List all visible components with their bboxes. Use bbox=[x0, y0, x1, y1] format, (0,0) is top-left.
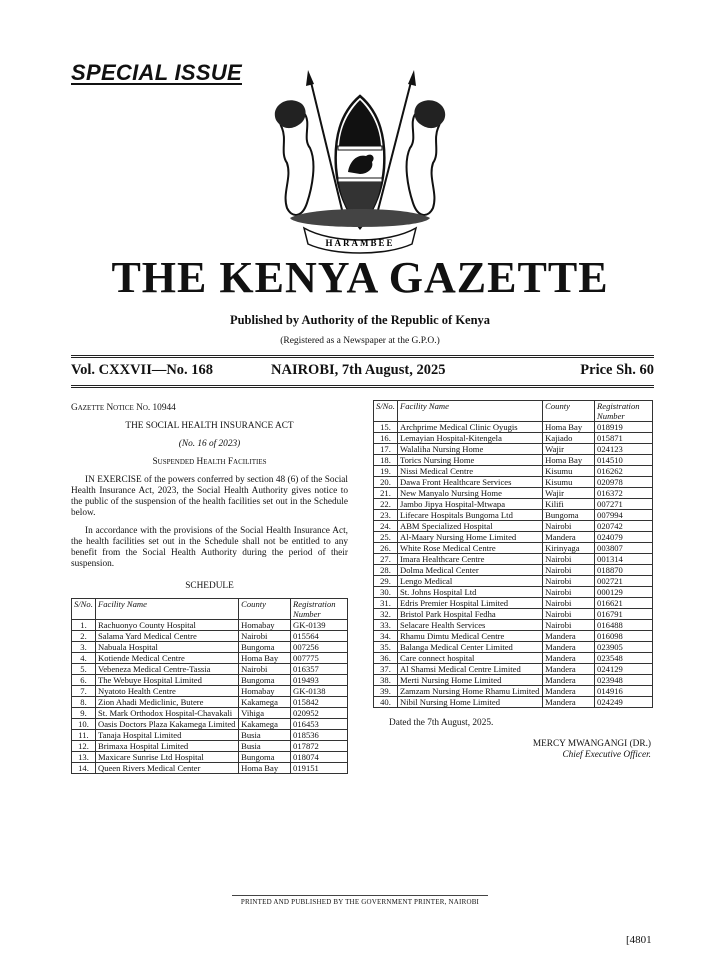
cell-county: Mandera bbox=[543, 642, 595, 653]
cell-registration-number: 024079 bbox=[595, 532, 653, 543]
cell-sno: 18. bbox=[374, 455, 398, 466]
col-header-facility: Facility Name bbox=[95, 599, 238, 620]
cell-registration-number: 007256 bbox=[291, 642, 348, 653]
notice-subject: Suspended Health Facilities bbox=[152, 457, 267, 467]
cell-facility-name: Al Shamsi Medical Centre Limited bbox=[397, 664, 542, 675]
cell-facility-name: Zamzam Nursing Home Rhamu Limited bbox=[397, 686, 542, 697]
printer-footer: PRINTED AND PUBLISHED BY THE GOVERNMENT PRINTER, NAIROBI bbox=[240, 898, 480, 906]
left-column bbox=[71, 403, 348, 774]
cell-county: Nairobi bbox=[543, 598, 595, 609]
cell-sno: 38. bbox=[374, 675, 398, 686]
cell-facility-name: Merti Nursing Home Limited bbox=[397, 675, 542, 686]
cell-sno: 12. bbox=[72, 741, 96, 752]
cell-facility-name: Zion Ahadi Mediclinic, Butere bbox=[95, 697, 238, 708]
cell-registration-number: 007271 bbox=[595, 499, 653, 510]
cell-sno: 15. bbox=[374, 422, 398, 433]
table-row bbox=[72, 631, 348, 642]
cell-county: Mandera bbox=[543, 664, 595, 675]
table-row bbox=[374, 653, 653, 664]
cell-sno: 30. bbox=[374, 587, 398, 598]
table-row bbox=[374, 422, 653, 433]
published-by-line: Published by Authority of the Republic of Kenya bbox=[229, 313, 491, 327]
cell-facility-name: Al-Maary Nursing Home Limited bbox=[397, 532, 542, 543]
volume-bar bbox=[71, 360, 654, 382]
cell-county: Nairobi bbox=[543, 554, 595, 565]
cell-sno: 3. bbox=[72, 642, 96, 653]
table-row bbox=[374, 565, 653, 576]
cell-facility-name: Bristol Park Hospital Fedha bbox=[397, 609, 542, 620]
col-header-sno: S/No. bbox=[72, 599, 96, 620]
table-row bbox=[374, 642, 653, 653]
cell-registration-number: 015564 bbox=[291, 631, 348, 642]
cell-county: Bungoma bbox=[239, 675, 291, 686]
cell-sno: 6. bbox=[72, 675, 96, 686]
cell-sno: 11. bbox=[72, 730, 96, 741]
cell-registration-number: 016098 bbox=[595, 631, 653, 642]
cell-registration-number: GK-0138 bbox=[291, 686, 348, 697]
table-row bbox=[374, 598, 653, 609]
cell-county: Mandera bbox=[543, 675, 595, 686]
cell-facility-name: Balanga Medical Center Limited bbox=[397, 642, 542, 653]
cell-registration-number: 023948 bbox=[595, 675, 653, 686]
cell-registration-number: 016453 bbox=[291, 719, 348, 730]
bottom-rule-2 bbox=[71, 387, 654, 388]
table-row bbox=[72, 719, 348, 730]
cell-sno: 35. bbox=[374, 642, 398, 653]
cell-facility-name: Nissi Medical Centre bbox=[397, 466, 542, 477]
signatory-title: Chief Executive Officer. bbox=[562, 750, 651, 760]
table-row bbox=[374, 686, 653, 697]
cell-sno: 39. bbox=[374, 686, 398, 697]
table-row bbox=[374, 433, 653, 444]
cell-county: Nairobi bbox=[543, 521, 595, 532]
cell-registration-number: 024123 bbox=[595, 444, 653, 455]
cell-registration-number: 016372 bbox=[595, 488, 653, 499]
cell-county: Kisumu bbox=[543, 477, 595, 488]
cell-sno: 4. bbox=[72, 653, 96, 664]
cell-county: Wajir bbox=[543, 444, 595, 455]
cell-registration-number: 018870 bbox=[595, 565, 653, 576]
cell-sno: 29. bbox=[374, 576, 398, 587]
cell-county: Homa Bay bbox=[239, 653, 291, 664]
table-row bbox=[374, 609, 653, 620]
top-rule bbox=[71, 355, 654, 356]
table-row bbox=[374, 543, 653, 554]
cell-facility-name: Lengo Medical bbox=[397, 576, 542, 587]
act-title: THE SOCIAL HEALTH INSURANCE ACT bbox=[125, 421, 294, 431]
col-header-facility: Facility Name bbox=[397, 401, 542, 422]
table-row bbox=[72, 752, 348, 763]
cell-sno: 9. bbox=[72, 708, 96, 719]
table-row bbox=[374, 664, 653, 675]
schedule-table-right bbox=[373, 400, 653, 708]
cell-facility-name: Dolma Medical Center bbox=[397, 565, 542, 576]
cell-facility-name: Imara Healthcare Centre bbox=[397, 554, 542, 565]
cell-county: Nairobi bbox=[239, 664, 291, 675]
cell-registration-number: 023548 bbox=[595, 653, 653, 664]
cell-facility-name: Vebeneza Medical Centre-Tassia bbox=[95, 664, 238, 675]
cell-registration-number: 016621 bbox=[595, 598, 653, 609]
schedule-heading: SCHEDULE bbox=[185, 581, 234, 591]
cell-sno: 37. bbox=[374, 664, 398, 675]
page-number: [4801 bbox=[626, 934, 652, 946]
cell-county: Kilifi bbox=[543, 499, 595, 510]
table-row bbox=[374, 554, 653, 565]
cell-facility-name: Nabuala Hospital bbox=[95, 642, 238, 653]
motto-text: HARAMBEE bbox=[325, 238, 395, 248]
cell-sno: 36. bbox=[374, 653, 398, 664]
table-row bbox=[374, 576, 653, 587]
table-row bbox=[374, 499, 653, 510]
cell-facility-name: Rhamu Dimtu Medical Centre bbox=[397, 631, 542, 642]
cell-facility-name: Nyatoto Health Centre bbox=[95, 686, 238, 697]
cell-sno: 13. bbox=[72, 752, 96, 763]
table-row bbox=[374, 466, 653, 477]
cell-facility-name: Edris Premier Hospital Limited bbox=[397, 598, 542, 609]
cell-county: Homa Bay bbox=[543, 455, 595, 466]
table-row bbox=[374, 631, 653, 642]
cell-registration-number: 018536 bbox=[291, 730, 348, 741]
cell-sno: 8. bbox=[72, 697, 96, 708]
cell-sno: 32. bbox=[374, 609, 398, 620]
cell-sno: 7. bbox=[72, 686, 96, 697]
cell-county: Bungoma bbox=[543, 510, 595, 521]
table-row bbox=[374, 697, 653, 708]
col-header-county: County bbox=[543, 401, 595, 422]
table-row bbox=[374, 510, 653, 521]
cell-county: Kirinyaga bbox=[543, 543, 595, 554]
cell-sno: 28. bbox=[374, 565, 398, 576]
table-row bbox=[72, 741, 348, 752]
cell-facility-name: Selacare Health Services bbox=[397, 620, 542, 631]
cell-facility-name: Nibil Nursing Home Limited bbox=[397, 697, 542, 708]
cell-registration-number: 020952 bbox=[291, 708, 348, 719]
cell-sno: 31. bbox=[374, 598, 398, 609]
table-row bbox=[72, 642, 348, 653]
cell-sno: 16. bbox=[374, 433, 398, 444]
cell-registration-number: 007775 bbox=[291, 653, 348, 664]
cell-sno: 17. bbox=[374, 444, 398, 455]
cell-facility-name: Care connect hospital bbox=[397, 653, 542, 664]
cell-sno: 19. bbox=[374, 466, 398, 477]
table-row bbox=[72, 686, 348, 697]
cell-registration-number: 016488 bbox=[595, 620, 653, 631]
price: Price Sh. 60 bbox=[580, 362, 654, 378]
cell-sno: 25. bbox=[374, 532, 398, 543]
bottom-rule bbox=[71, 385, 654, 386]
cell-county: Nairobi bbox=[239, 631, 291, 642]
cell-registration-number: 001314 bbox=[595, 554, 653, 565]
table-row bbox=[72, 697, 348, 708]
cell-facility-name: Brimaxa Hospital Limited bbox=[95, 741, 238, 752]
kenya-coat-of-arms-emblem bbox=[262, 68, 458, 256]
cell-county: Homabay bbox=[239, 686, 291, 697]
cell-registration-number: 003807 bbox=[595, 543, 653, 554]
cell-sno: 40. bbox=[374, 697, 398, 708]
table-header-row bbox=[72, 599, 348, 620]
table-row bbox=[374, 521, 653, 532]
cell-county: Mandera bbox=[543, 686, 595, 697]
cell-county: Nairobi bbox=[543, 620, 595, 631]
footer-rule bbox=[232, 895, 488, 896]
cell-facility-name: Torics Nursing Home bbox=[397, 455, 542, 466]
cell-sno: 5. bbox=[72, 664, 96, 675]
table-row bbox=[374, 455, 653, 466]
cell-facility-name: Maxicare Sunrise Ltd Hospital bbox=[95, 752, 238, 763]
place-date: NAIROBI, 7th August, 2025 bbox=[271, 362, 446, 378]
cell-county: Kajiado bbox=[543, 433, 595, 444]
cell-facility-name: Lemayian Hospital-Kitengela bbox=[397, 433, 542, 444]
cell-registration-number: 019493 bbox=[291, 675, 348, 686]
table-row bbox=[374, 587, 653, 598]
cell-facility-name: Walaliha Nursing Home bbox=[397, 444, 542, 455]
cell-registration-number: 023905 bbox=[595, 642, 653, 653]
cell-county: Mandera bbox=[543, 532, 595, 543]
cell-sno: 26. bbox=[374, 543, 398, 554]
cell-facility-name: Queen Rivers Medical Center bbox=[95, 763, 238, 774]
cell-county: Homa Bay bbox=[239, 763, 291, 774]
cell-facility-name: Lifecare Hospitals Bungoma Ltd bbox=[397, 510, 542, 521]
cell-facility-name: Archprime Medical Clinic Oyugis bbox=[397, 422, 542, 433]
col-header-registration: Registration Number bbox=[595, 401, 653, 422]
cell-facility-name: The Webuye Hospital Limited bbox=[95, 675, 238, 686]
cell-sno: 2. bbox=[72, 631, 96, 642]
cell-sno: 27. bbox=[374, 554, 398, 565]
cell-registration-number: 014510 bbox=[595, 455, 653, 466]
cell-registration-number: 015871 bbox=[595, 433, 653, 444]
cell-facility-name: Jambo Jipya Hospital-Mtwapa bbox=[397, 499, 542, 510]
cell-county: Nairobi bbox=[543, 565, 595, 576]
cell-registration-number: 019151 bbox=[291, 763, 348, 774]
signatory-name: MERCY MWANGANGI (DR.) bbox=[532, 739, 651, 749]
cell-registration-number: 017872 bbox=[291, 741, 348, 752]
right-column bbox=[373, 400, 653, 761]
cell-facility-name: Rachuonyo County Hospital bbox=[95, 620, 238, 631]
col-header-sno: S/No. bbox=[374, 401, 398, 422]
volume-number: Vol. CXXVII—No. 168 bbox=[71, 362, 214, 378]
cell-facility-name: Kotiende Medical Centre bbox=[95, 653, 238, 664]
table-row bbox=[374, 444, 653, 455]
cell-sno: 23. bbox=[374, 510, 398, 521]
cell-sno: 21. bbox=[374, 488, 398, 499]
cell-county: Busia bbox=[239, 730, 291, 741]
table-row bbox=[72, 708, 348, 719]
table-row bbox=[374, 675, 653, 686]
cell-registration-number: GK-0139 bbox=[291, 620, 348, 631]
cell-registration-number: 016262 bbox=[595, 466, 653, 477]
cell-registration-number: 000129 bbox=[595, 587, 653, 598]
cell-registration-number: 014916 bbox=[595, 686, 653, 697]
cell-facility-name: New Manyalo Nursing Home bbox=[397, 488, 542, 499]
act-reference: (No. 16 of 2023) bbox=[178, 439, 241, 449]
cell-registration-number: 024129 bbox=[595, 664, 653, 675]
table-header-row bbox=[374, 401, 653, 422]
top-rule-2 bbox=[71, 357, 654, 358]
col-header-registration: Registration Number bbox=[291, 599, 348, 620]
cell-county: Mandera bbox=[543, 697, 595, 708]
table-row bbox=[72, 763, 348, 774]
cell-sno: 1. bbox=[72, 620, 96, 631]
table-row bbox=[374, 488, 653, 499]
cell-facility-name: Tanaja Hospital Limited bbox=[95, 730, 238, 741]
cell-registration-number: 016357 bbox=[291, 664, 348, 675]
cell-registration-number: 024249 bbox=[595, 697, 653, 708]
cell-county: Kisumu bbox=[543, 466, 595, 477]
cell-county: Wajir bbox=[543, 488, 595, 499]
cell-registration-number: 007994 bbox=[595, 510, 653, 521]
cell-facility-name: St. Mark Orthodox Hospital-Chavakali bbox=[95, 708, 238, 719]
cell-county: Nairobi bbox=[543, 587, 595, 598]
cell-facility-name: Salama Yard Medical Centre bbox=[95, 631, 238, 642]
table-row bbox=[72, 675, 348, 686]
cell-county: Homabay bbox=[239, 620, 291, 631]
cell-county: Mandera bbox=[543, 631, 595, 642]
cell-county: Kakamega bbox=[239, 719, 291, 730]
cell-facility-name: Oasis Doctors Plaza Kakamega Limited bbox=[95, 719, 238, 730]
cell-registration-number: 020978 bbox=[595, 477, 653, 488]
cell-county: Mandera bbox=[543, 653, 595, 664]
cell-county: Bungoma bbox=[239, 752, 291, 763]
dated-line: Dated the 7th August, 2025. bbox=[389, 718, 494, 728]
cell-sno: 34. bbox=[374, 631, 398, 642]
cell-county: Bungoma bbox=[239, 642, 291, 653]
cell-county: Homa Bay bbox=[543, 422, 595, 433]
gazette-notice-number: Gazette Notice No. 10944 bbox=[71, 403, 176, 413]
cell-sno: 10. bbox=[72, 719, 96, 730]
cell-facility-name: ABM Specialized Hospital bbox=[397, 521, 542, 532]
cell-county: Vihiga bbox=[239, 708, 291, 719]
cell-facility-name: White Rose Medical Centre bbox=[397, 543, 542, 554]
table-row bbox=[72, 664, 348, 675]
cell-sno: 24. bbox=[374, 521, 398, 532]
notice-paragraph-1: IN EXERCISE of the powers conferred by section 48 (6) of the Social Health Insurance Act, 2023, the Social Health Authority gives notice to the public of the suspension of the health facilities set out in the Schedule below. bbox=[71, 475, 348, 518]
table-row bbox=[374, 532, 653, 543]
table-row bbox=[72, 653, 348, 664]
cell-sno: 14. bbox=[72, 763, 96, 774]
gazette-title: THE KENYA GAZETTE bbox=[111, 253, 609, 302]
cell-registration-number: 020742 bbox=[595, 521, 653, 532]
table-row bbox=[72, 620, 348, 631]
schedule-table-left bbox=[71, 598, 348, 774]
table-row bbox=[374, 620, 653, 631]
registered-line: (Registered as a Newspaper at the G.P.O.) bbox=[280, 336, 440, 346]
cell-facility-name: Dawa Front Healthcare Services bbox=[397, 477, 542, 488]
special-issue-heading: SPECIAL ISSUE bbox=[71, 60, 242, 85]
cell-registration-number: 018919 bbox=[595, 422, 653, 433]
cell-county: Nairobi bbox=[543, 609, 595, 620]
col-header-county: County bbox=[239, 599, 291, 620]
cell-facility-name: St. Johns Hospital Ltd bbox=[397, 587, 542, 598]
cell-registration-number: 018074 bbox=[291, 752, 348, 763]
table-row bbox=[374, 477, 653, 488]
cell-sno: 22. bbox=[374, 499, 398, 510]
cell-sno: 33. bbox=[374, 620, 398, 631]
cell-registration-number: 002721 bbox=[595, 576, 653, 587]
cell-registration-number: 015842 bbox=[291, 697, 348, 708]
cell-registration-number: 016791 bbox=[595, 609, 653, 620]
notice-paragraph-2: In accordance with the provisions of the Social Health Insurance Act, the health facilities set out in the Schedule shall not be entitled to any benefit from the Social Health Authority during the period of their suspension. bbox=[71, 526, 348, 569]
cell-sno: 20. bbox=[374, 477, 398, 488]
cell-county: Busia bbox=[239, 741, 291, 752]
cell-county: Nairobi bbox=[543, 576, 595, 587]
table-row bbox=[72, 730, 348, 741]
cell-county: Kakamega bbox=[239, 697, 291, 708]
